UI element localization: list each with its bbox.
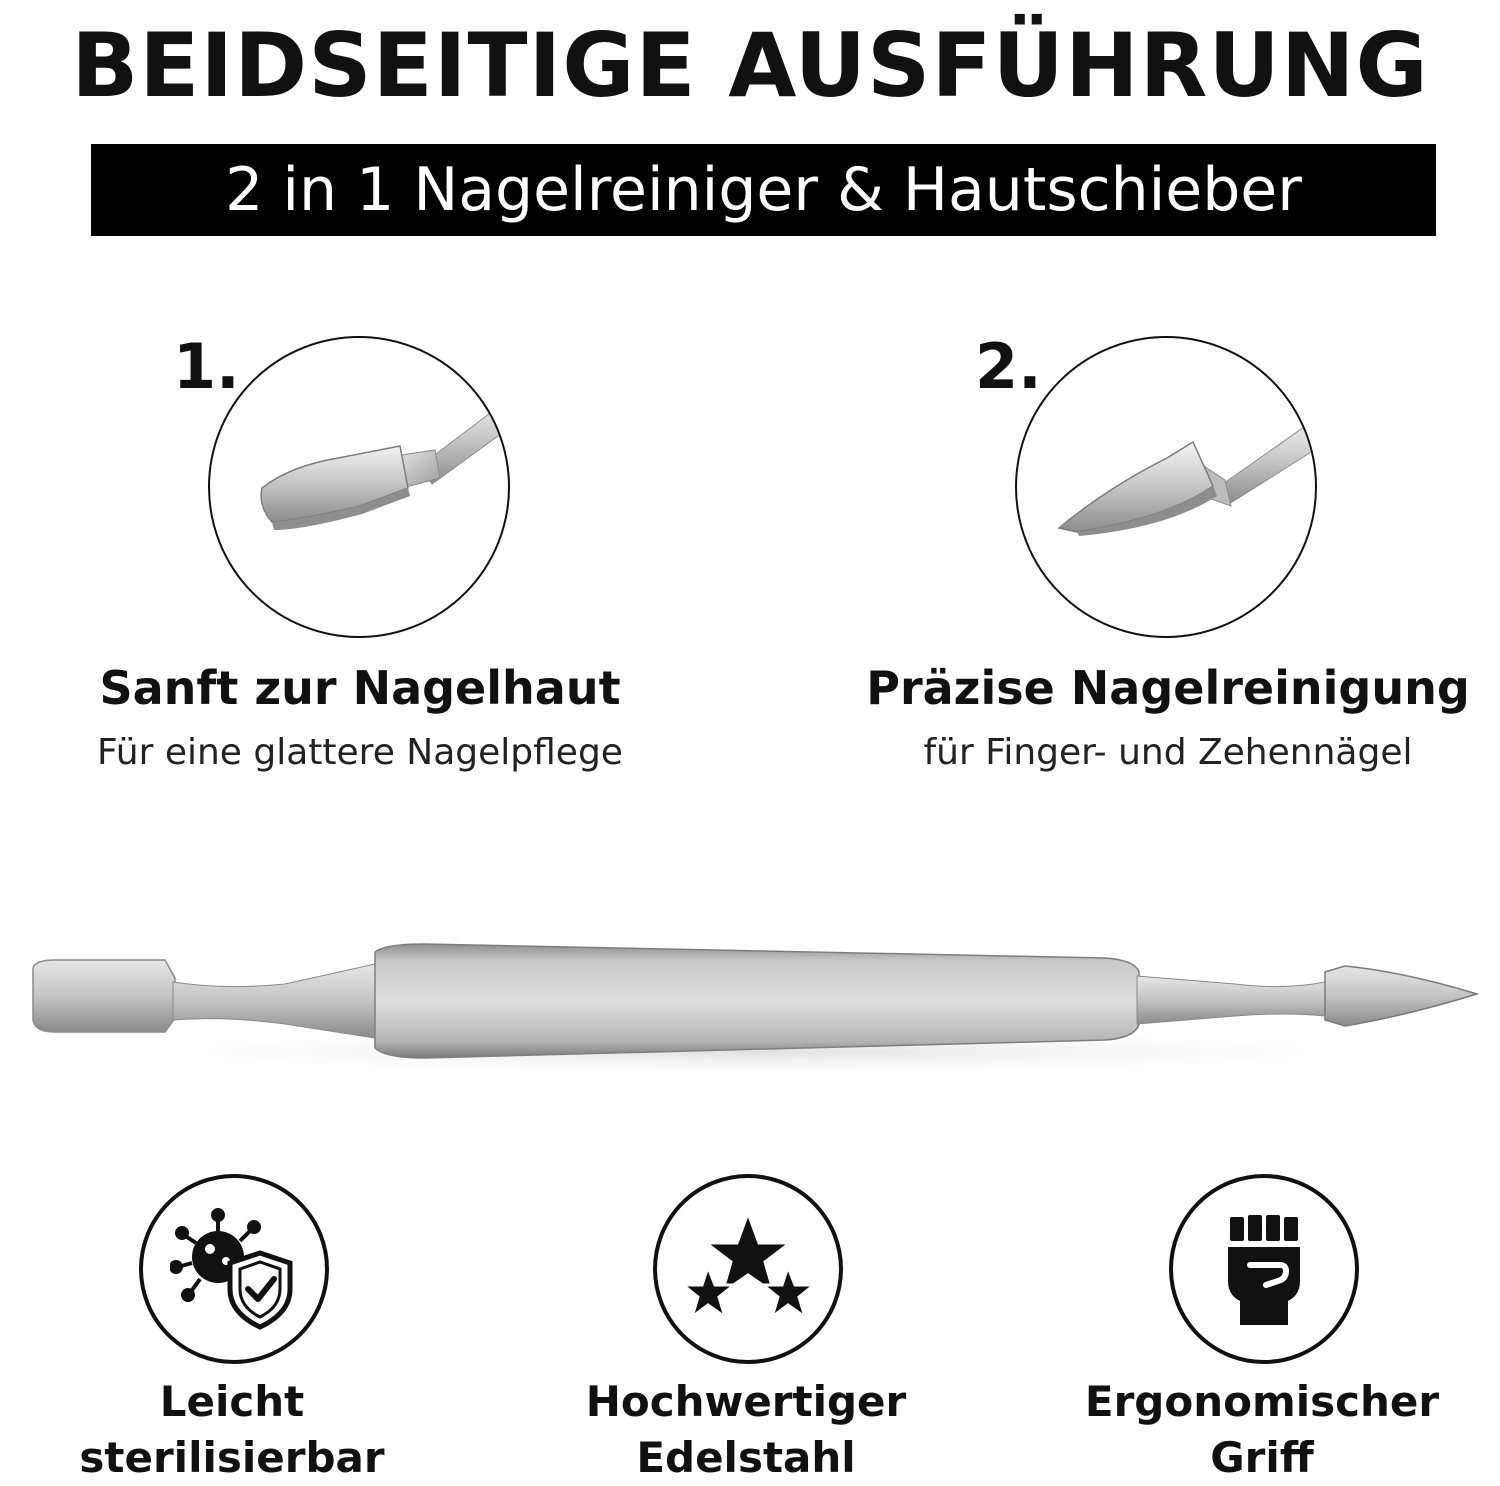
badge-stainless-steel xyxy=(546,1160,946,1483)
nail-cleaner-icon xyxy=(1017,338,1315,636)
stars-icon xyxy=(684,1205,812,1333)
badge-label-line2: sterilisierbar xyxy=(79,1433,385,1482)
badge-label xyxy=(1062,1374,1462,1486)
nail-tool-illustration xyxy=(25,920,1485,1090)
nail-cleaner-zoom-image xyxy=(1015,336,1317,638)
badge-label xyxy=(32,1374,432,1486)
badge-ergonomic-grip xyxy=(1062,1160,1462,1483)
feature-title: Sanft zur Nagelhaut xyxy=(99,661,621,715)
badge-ring xyxy=(1169,1174,1359,1364)
fist-icon xyxy=(1200,1205,1328,1333)
cuticle-pusher-zoom-image xyxy=(208,336,510,638)
badge-label-line1: Leicht xyxy=(159,1377,305,1426)
badge-label-line2: Griff xyxy=(1210,1433,1314,1482)
virus-shield-icon xyxy=(170,1205,298,1333)
badge-label-line1: Hochwertiger xyxy=(585,1377,907,1426)
subheadline-banner: 2 in 1 Nagelreiniger & Hautschieber xyxy=(91,144,1436,236)
feature-number: 1. xyxy=(173,330,240,403)
feature-title: Präzise Nagelreinigung xyxy=(866,661,1470,715)
badge-label-line1: Ergonomischer xyxy=(1084,1377,1440,1426)
badge-sterilizable xyxy=(32,1160,432,1483)
badge-label xyxy=(546,1374,946,1486)
feature-number: 2. xyxy=(975,330,1042,403)
cuticle-pusher-icon xyxy=(210,338,508,636)
badge-label-line2: Edelstahl xyxy=(636,1433,856,1482)
badge-ring xyxy=(139,1174,329,1364)
feature-description: für Finger- und Zehennägel xyxy=(923,732,1413,773)
feature-description: Für eine glattere Nagelpflege xyxy=(97,732,623,773)
badge-ring xyxy=(653,1174,843,1364)
headline: BEIDSEITIGE AUSFÜHRUNG xyxy=(71,14,1429,117)
product-tool-image xyxy=(25,920,1485,1090)
